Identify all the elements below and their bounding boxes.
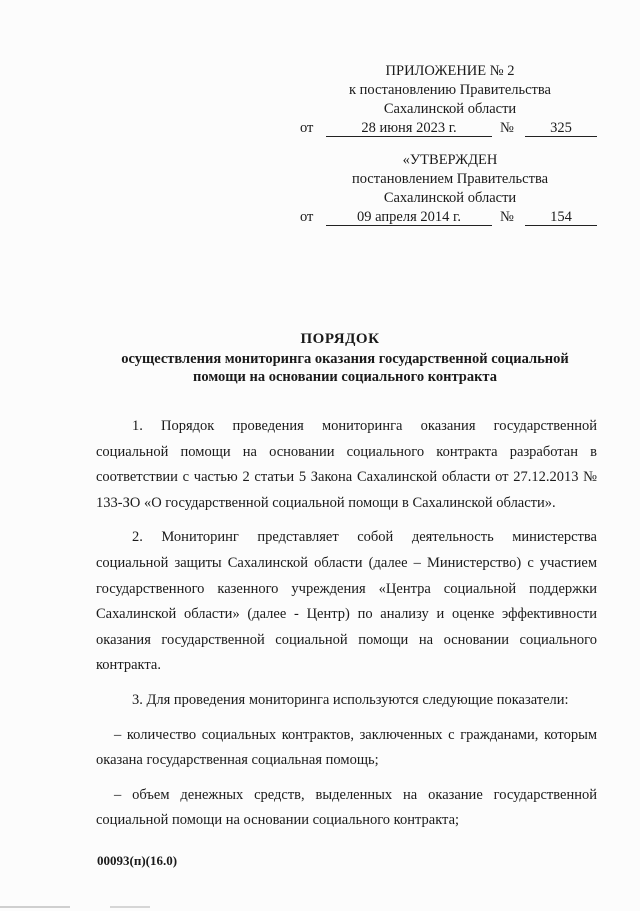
appendix-line-3: Сахалинской области <box>383 101 517 117</box>
approved-date-line <box>300 208 600 227</box>
approved-line-2: постановлением Правительства <box>351 171 549 187</box>
appendix-from-label: от <box>300 120 314 136</box>
scan-artifact-marks <box>0 902 640 911</box>
approved-line-3: Сахалинской области <box>383 190 517 206</box>
document-title: ПОРЯДОК <box>300 331 380 347</box>
approved-date: 09 апреля 2014 г. <box>326 208 492 226</box>
appendix-date-line <box>300 119 600 138</box>
paragraph-3: 3. Для проведения мониторинга используются следующие показатели: <box>132 691 569 708</box>
paragraph-1: 1. Порядок проведения мониторинга оказания государственной социальной помощи на основании социального контракта разработан в соответствии с частью 2 статьи 5 Закона Сахалинской области от 27.12.2013 № 133-ЗО «О государственной социальной помощи в Сахалинской области». <box>96 418 597 511</box>
document-code: 00093(п)(16.0) <box>97 853 178 868</box>
approved-number: 154 <box>525 208 597 226</box>
list-item-1: – количество социальных контрактов, заключенных с гражданами, которым оказана государственная социальная помощь; <box>96 726 597 769</box>
appendix-number: 325 <box>525 119 597 137</box>
document-subtitle: осуществления мониторинга оказания государственной социальной помощи на основании социального контракта <box>121 351 569 385</box>
appendix-date: 28 июня 2023 г. <box>326 119 492 137</box>
appendix-title: ПРИЛОЖЕНИЕ № 2 <box>385 63 515 79</box>
appendix-header <box>300 62 600 138</box>
list-item-2: – объем денежных средств, выделенных на оказание государственной социальной помощи на основании социального контракта; <box>96 786 597 829</box>
appendix-number-sign: № <box>500 120 514 136</box>
document-body <box>96 414 597 843</box>
appendix-line-2: к постановлению Правительства <box>349 82 551 98</box>
approved-from-label: от <box>300 209 314 225</box>
paragraph-2: 2. Мониторинг представляет собой деятельность министерства социальной защиты Сахалинской области (далее – Министерство) с участием государственного казенного учреждения «Центра социальной поддержки Сахалинской области» (далее - Центр) по анализу и оценке эффективности оказания государственной социальной помощи на основании социального контракта. <box>96 529 597 674</box>
approved-number-sign: № <box>500 209 514 225</box>
approved-header <box>300 151 600 227</box>
approved-title: «УТВЕРЖДЕН <box>402 152 498 168</box>
